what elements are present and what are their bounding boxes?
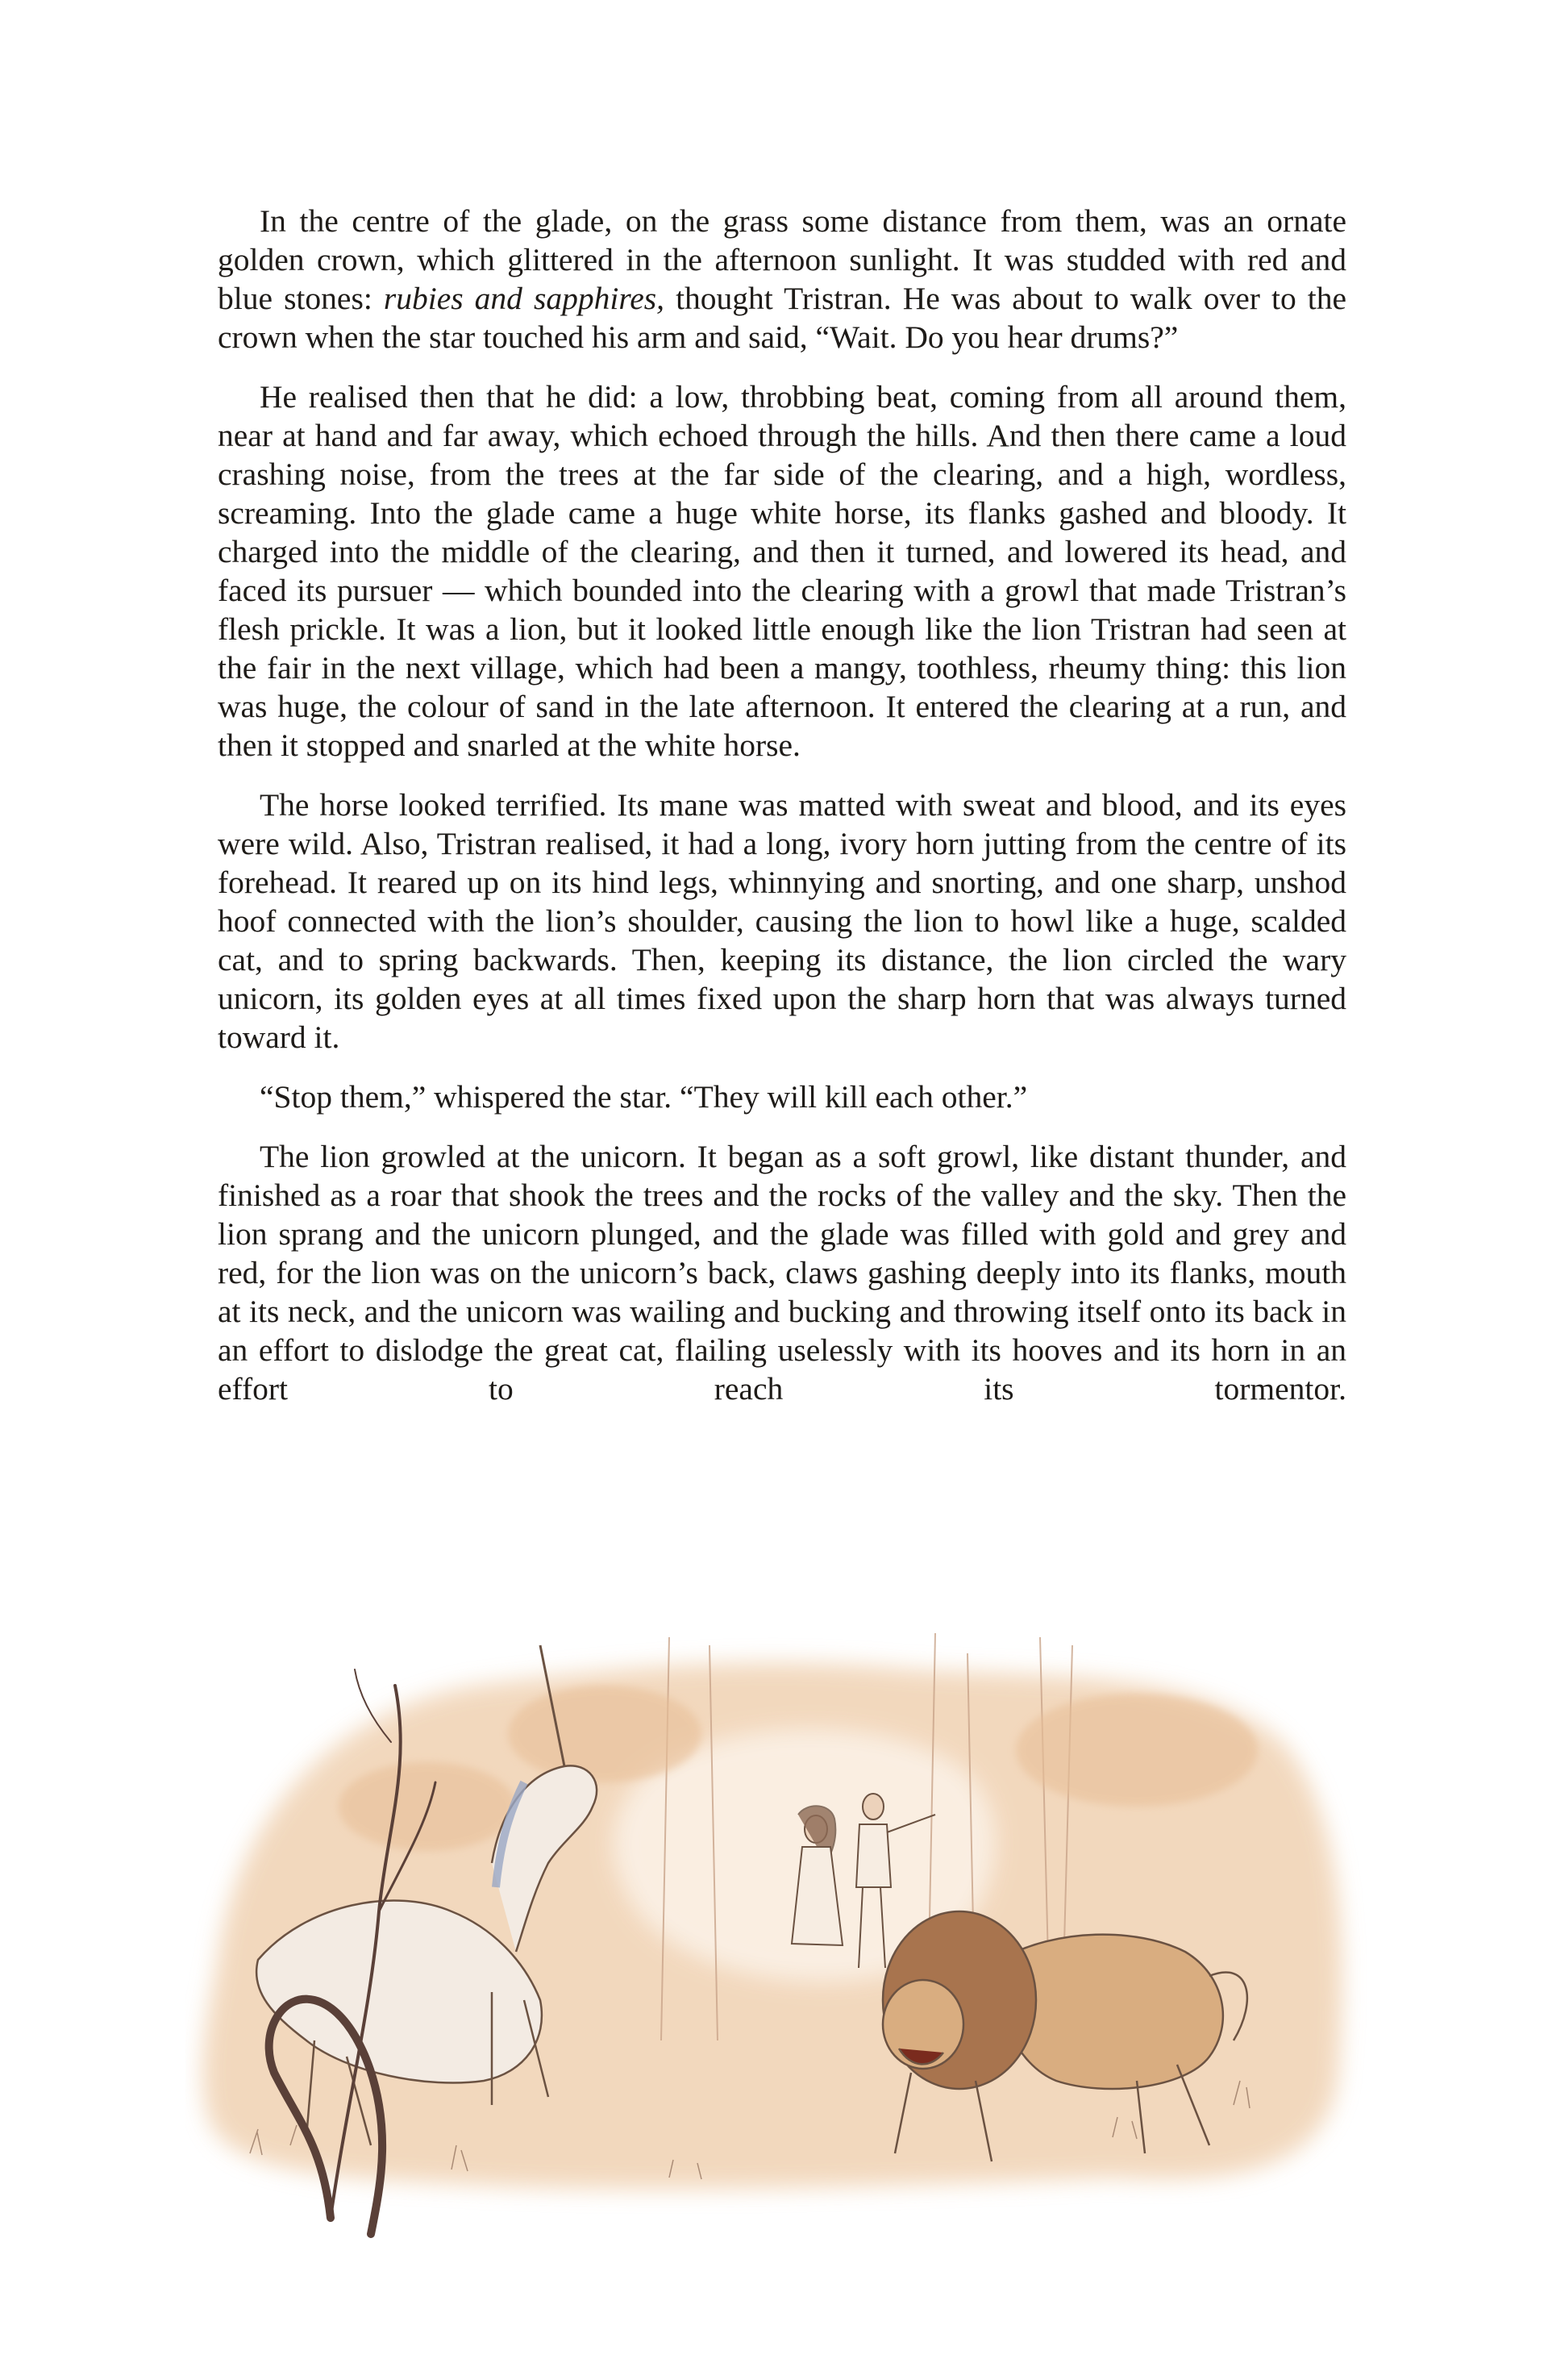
paragraph-star-whisper: “Stop them,” whispered the star. “They will kill each other.” (260, 1079, 1028, 1115)
story-text (218, 202, 1346, 1429)
unicorn-lion-illustration (185, 1621, 1371, 2242)
paragraph-drums-lion: He realised then that he did: a low, throbbing beat, coming from all around them, near at hand and far away, which echoed through the hills. And then there came a loud crashing noise, from the trees at the far side of the clearing, and a high, wordless, screaming. Into the glade came a huge white horse, its flanks gashed and bloody. It charged into the middle of the clearing, and then it turned, and lowered its head, and faced its pursuer — which bounded into the clearing with a growl that made Tristran’s flesh prickle. It was a lion, but it looked little enough like the lion Tristran had seen at the fair in the next village, which had been a mangy, toothless, rheumy thing: this lion was huge, the colour of sand in the late afternoon. It entered the clearing at a run, and then it stopped and snarled at the white horse. (218, 379, 1346, 763)
illustration-svg (185, 1621, 1371, 2242)
paragraph-crown: In the centre of the glade, on the grass some distance from them, was an ornate golden crown, which glittered in the afternoon sunlight. It was studded with red and blue stones: rubies and sapphires, thought Tristran. He was about to walk over to the crown when the star touched his arm and said, “Wait. Do you hear drums?” (218, 203, 1347, 355)
italic-thought: rubies and sapphires, (383, 281, 665, 316)
paragraph-horse-unicorn: The horse looked terrified. Its mane was matted with sweat and blood, and its eyes were wild. Also, Tristran realised, it had a long, ivory horn jutting from the centre of its forehead. It reared up on its hind legs, whinnying and snorting, and one sharp, unshod hoof connected with the lion’s shoulder, causing the lion to howl like a huge, scalded cat, and to spring backwards. Then, keeping its distance, the lion circled the wary unicorn, its golden eyes at all times fixed upon the sharp horn that was always turned toward it. (218, 787, 1346, 1055)
paragraph-fight: The lion growled at the unicorn. It began as a soft growl, like distant thunder, and finished as a roar that shook the trees and the rocks of the valley and the sky. Then the lion sprang and the unicorn plunged, and the glade was filled with gold and grey and red, for the lion was on the unicorn’s back, claws gashing deeply into its flanks, mouth at its neck, and the unicorn was wailing and bucking and throwing itself onto its back in an effort to dislodge the great cat, flailing uselessly with its hooves and its horn in an effort to reach its tormentor. (218, 1139, 1346, 1407)
